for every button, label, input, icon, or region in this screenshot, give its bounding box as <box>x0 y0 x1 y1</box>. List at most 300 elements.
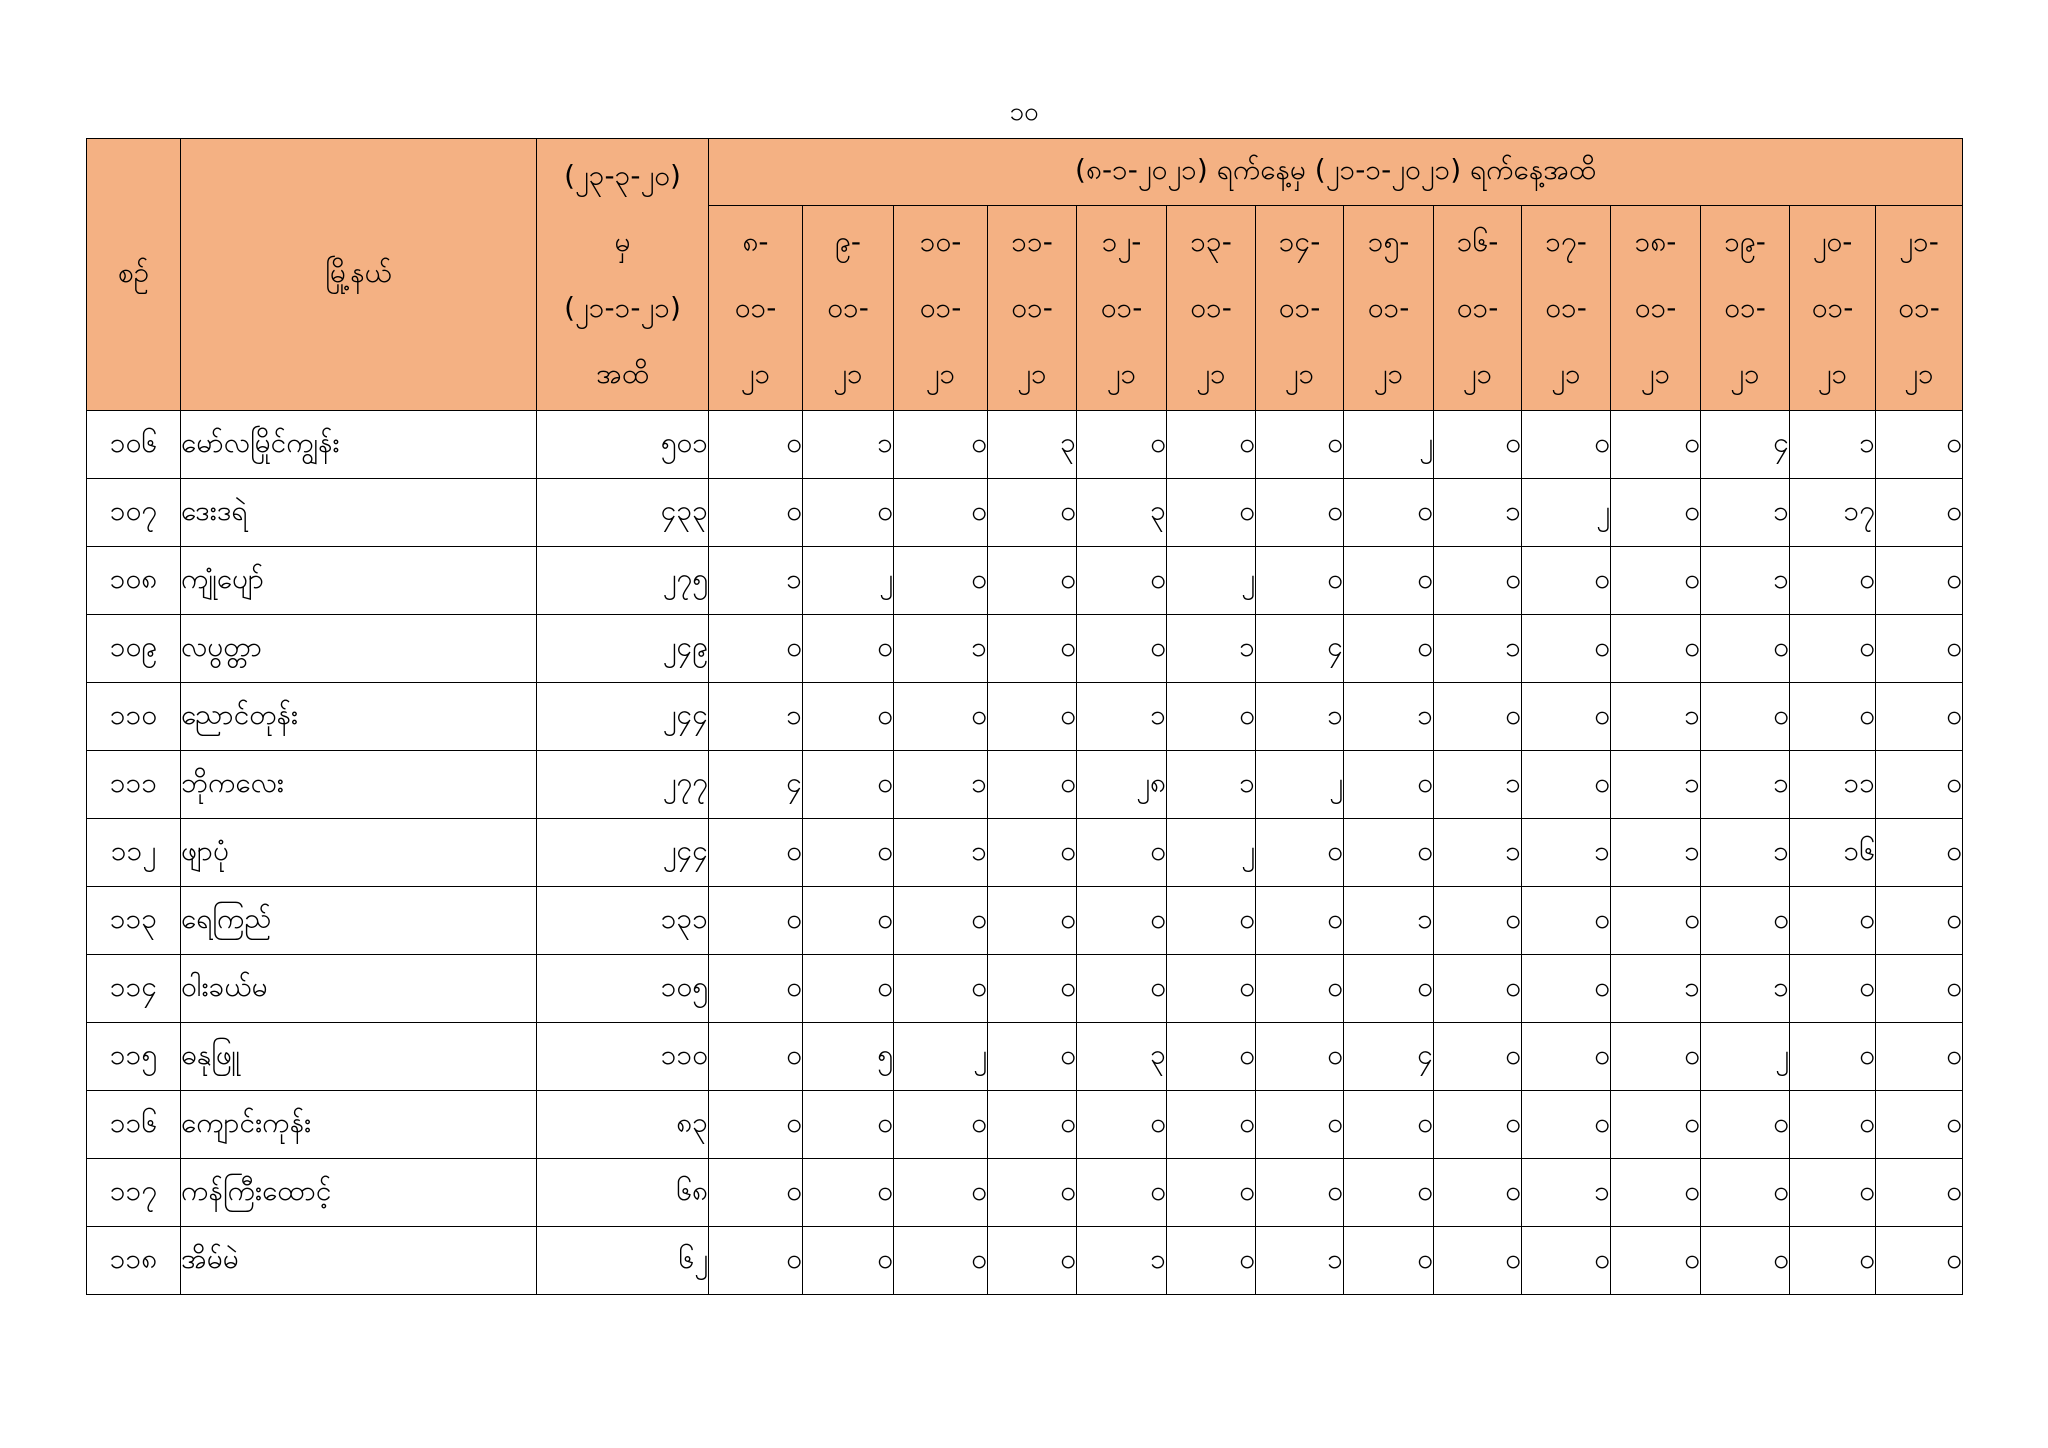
cumulative-total: ၄၃၃ <box>537 479 709 547</box>
header-date <box>1522 206 1611 411</box>
daily-count: ၁ <box>1701 479 1790 547</box>
daily-count: ၀ <box>1611 1227 1701 1295</box>
header-date-line: ၂၁ <box>1462 357 1493 390</box>
cumulative-total: ၆၂ <box>537 1227 709 1295</box>
header-cumulative-line: မှ <box>614 224 631 258</box>
daily-count: ၀ <box>1256 1159 1344 1227</box>
page-number: ၁၀ <box>1009 97 1039 127</box>
table-row <box>87 615 1963 683</box>
daily-count: ၀ <box>1256 1023 1344 1091</box>
daily-count: ၀ <box>1167 411 1256 479</box>
table-row <box>87 683 1963 751</box>
header-date-line: ၀၁- <box>1811 291 1854 324</box>
daily-count: ၀ <box>1790 1227 1876 1295</box>
cumulative-total: ၁၁၀ <box>537 1023 709 1091</box>
daily-count: ၃ <box>1077 479 1167 547</box>
header-date-line: ၁၂- <box>1101 225 1142 258</box>
header-cumulative-line: (၂၃-၃-၂၀) <box>564 158 681 192</box>
header-date-line: ၁၇- <box>1545 225 1587 258</box>
daily-count: ၀ <box>1167 1159 1256 1227</box>
daily-count: ၁ <box>1701 955 1790 1023</box>
daily-count: ၀ <box>803 1091 894 1159</box>
daily-count: ၀ <box>988 819 1077 887</box>
header-date-line: ၂၁ <box>1373 357 1404 390</box>
daily-count: ၀ <box>1434 1159 1522 1227</box>
cumulative-total: ၂၄၄ <box>537 819 709 887</box>
header-date-line: ၀၁- <box>827 291 869 324</box>
township-name: အိမ်မဲ <box>181 1227 537 1295</box>
header-date-line: ၁၄- <box>1278 225 1321 258</box>
township-name: ဖျာပုံ <box>181 819 537 887</box>
daily-count: ၀ <box>1167 1091 1256 1159</box>
daily-count: ၀ <box>1701 1091 1790 1159</box>
row-number: ၁၁၇ <box>87 1159 181 1227</box>
daily-count: ၀ <box>803 683 894 751</box>
daily-count: ၀ <box>1344 615 1434 683</box>
daily-count: ၀ <box>1876 411 1963 479</box>
daily-count: ၀ <box>1344 751 1434 819</box>
daily-count: ၀ <box>1522 1227 1611 1295</box>
header-date-line: ၂၁ <box>833 357 863 390</box>
daily-count: ၀ <box>709 819 803 887</box>
header-date <box>803 206 894 411</box>
daily-count: ၀ <box>1876 1023 1963 1091</box>
daily-count: ၂၈ <box>1077 751 1167 819</box>
daily-count: ၂ <box>1701 1023 1790 1091</box>
daily-count: ၂ <box>1344 411 1434 479</box>
header-date-line: ၀၁- <box>1100 291 1143 324</box>
daily-count: ၀ <box>1344 1159 1434 1227</box>
daily-count: ၀ <box>1344 1227 1434 1295</box>
row-number: ၁၁၂ <box>87 819 181 887</box>
daily-count: ၄ <box>1344 1023 1434 1091</box>
table-row <box>87 1159 1963 1227</box>
header-row-top <box>87 139 1963 206</box>
daily-count: ၀ <box>1167 479 1256 547</box>
daily-count: ၀ <box>1876 479 1963 547</box>
header-date-line: ၀၁- <box>1724 291 1766 324</box>
daily-count: ၀ <box>709 1091 803 1159</box>
daily-count: ၀ <box>709 955 803 1023</box>
header-date-line: ၀၁- <box>734 291 777 324</box>
daily-count: ၀ <box>1611 1159 1701 1227</box>
township-name: ရေကြည် <box>181 887 537 955</box>
daily-count: ၀ <box>988 1023 1077 1091</box>
header-date-line: ၂၁ <box>1551 357 1581 390</box>
header-date <box>709 206 803 411</box>
header-date-line: ၀၁- <box>1634 291 1677 324</box>
daily-count: ၁ <box>1701 547 1790 615</box>
header-date-line: ၁၅- <box>1367 225 1410 258</box>
daily-count: ၁ <box>1522 819 1611 887</box>
daily-count: ၁ <box>1167 615 1256 683</box>
daily-count: ၁ <box>894 751 988 819</box>
daily-count: ၀ <box>894 479 988 547</box>
daily-count: ၄ <box>709 751 803 819</box>
table-row <box>87 1091 1963 1159</box>
daily-count: ၀ <box>1522 955 1611 1023</box>
daily-count: ၁ <box>1434 479 1522 547</box>
daily-count: ၂ <box>1522 479 1611 547</box>
daily-count: ၀ <box>709 1023 803 1091</box>
daily-count: ၀ <box>1522 1091 1611 1159</box>
row-number: ၁၁၁ <box>87 751 181 819</box>
daily-count: ၀ <box>1611 547 1701 615</box>
daily-count: ၀ <box>1077 887 1167 955</box>
row-number: ၁၁၈ <box>87 1227 181 1295</box>
daily-count: ၀ <box>1701 1159 1790 1227</box>
daily-count: ၀ <box>1434 955 1522 1023</box>
daily-count: ၀ <box>1077 1159 1167 1227</box>
daily-count: ၀ <box>894 955 988 1023</box>
daily-count: ၀ <box>1611 479 1701 547</box>
daily-count: ၀ <box>894 1227 988 1295</box>
daily-count: ၀ <box>1344 819 1434 887</box>
daily-count: ၁ <box>894 819 988 887</box>
daily-count: ၀ <box>1522 615 1611 683</box>
daily-count: ၀ <box>988 955 1077 1023</box>
header-cumulative-line: (၂၁-၁-၂၁) <box>564 290 681 324</box>
daily-count: ၀ <box>803 819 894 887</box>
daily-count: ၁ <box>1344 683 1434 751</box>
daily-count: ၀ <box>709 1159 803 1227</box>
daily-count: ၁ <box>1256 1227 1344 1295</box>
header-date <box>1790 206 1876 411</box>
daily-count: ၀ <box>1522 887 1611 955</box>
header-date-line: ၂၀- <box>1812 225 1853 258</box>
daily-count: ၀ <box>1790 887 1876 955</box>
table-header <box>87 139 1963 411</box>
header-date-line: ၀၁- <box>1278 291 1321 324</box>
header-date-line: ၀၁- <box>1367 291 1410 324</box>
daily-count: ၁ <box>1167 751 1256 819</box>
header-date <box>1077 206 1167 411</box>
daily-count: ၀ <box>1256 887 1344 955</box>
header-cumulative <box>537 139 709 411</box>
daily-count: ၁ <box>1611 955 1701 1023</box>
daily-count: ၀ <box>803 1159 894 1227</box>
cumulative-total: ၂၇၅ <box>537 547 709 615</box>
header-date-line: ၂၁ <box>1904 357 1934 390</box>
daily-count: ၀ <box>1790 1091 1876 1159</box>
daily-count: ၀ <box>1611 615 1701 683</box>
township-name: ဓနုဖြူ <box>181 1023 537 1091</box>
daily-count: ၀ <box>803 1227 894 1295</box>
daily-count: ၀ <box>1077 615 1167 683</box>
daily-count: ၀ <box>1256 1091 1344 1159</box>
header-date <box>1701 206 1790 411</box>
daily-count: ၀ <box>1701 887 1790 955</box>
header-date-line: ၁၃- <box>1190 225 1232 258</box>
daily-count: ၁ <box>1701 751 1790 819</box>
daily-count: ၀ <box>1077 547 1167 615</box>
table-row <box>87 751 1963 819</box>
row-number: ၁၀၉ <box>87 615 181 683</box>
daily-count: ၁ <box>894 615 988 683</box>
daily-count: ၀ <box>894 1159 988 1227</box>
table-row <box>87 479 1963 547</box>
header-date <box>1256 206 1344 411</box>
daily-count: ၀ <box>1434 1227 1522 1295</box>
row-number: ၁၀၇ <box>87 479 181 547</box>
table-row <box>87 955 1963 1023</box>
daily-count: ၀ <box>894 547 988 615</box>
daily-count: ၁ <box>1611 751 1701 819</box>
daily-count: ၅ <box>803 1023 894 1091</box>
daily-count: ၀ <box>1611 1023 1701 1091</box>
header-date-line: ၂၁ <box>1017 357 1047 390</box>
township-name: ကျုံပျော် <box>181 547 537 615</box>
daily-count: ၁ <box>1344 887 1434 955</box>
header-date-line: ၀၁- <box>919 291 962 324</box>
header-date-line: ၁၀- <box>919 225 962 258</box>
row-number: ၁၀၈ <box>87 547 181 615</box>
daily-count: ၀ <box>988 751 1077 819</box>
daily-count: ၀ <box>1790 955 1876 1023</box>
daily-count: ၀ <box>1876 751 1963 819</box>
daily-count: ၁ <box>1434 615 1522 683</box>
daily-count: ၀ <box>803 479 894 547</box>
daily-count: ၀ <box>1876 547 1963 615</box>
daily-count: ၀ <box>988 1091 1077 1159</box>
daily-count: ၀ <box>1434 683 1522 751</box>
daily-count: ၀ <box>1790 1023 1876 1091</box>
daily-count: ၂ <box>894 1023 988 1091</box>
daily-count: ၀ <box>894 1091 988 1159</box>
table-row <box>87 887 1963 955</box>
daily-count: ၁ <box>1611 683 1701 751</box>
daily-count: ၃ <box>988 411 1077 479</box>
township-name: ကျောင်းကုန်း <box>181 1091 537 1159</box>
header-date-line: ၂၁ <box>925 357 956 390</box>
township-name: လပွတ္တာ <box>181 615 537 683</box>
cumulative-total: ၁၃၁ <box>537 887 709 955</box>
daily-count: ၀ <box>988 1159 1077 1227</box>
header-date <box>894 206 988 411</box>
daily-count: ၀ <box>1876 683 1963 751</box>
daily-count: ၀ <box>1256 479 1344 547</box>
covid-township-table <box>86 138 1963 1295</box>
daily-count: ၀ <box>1790 1159 1876 1227</box>
daily-count: ၀ <box>1344 479 1434 547</box>
daily-count: ၀ <box>1077 411 1167 479</box>
header-date-line: ၀၁- <box>1545 291 1587 324</box>
daily-count: ၁ <box>1790 411 1876 479</box>
daily-count: ၀ <box>1077 819 1167 887</box>
daily-count: ၀ <box>894 411 988 479</box>
cumulative-total: ၆၈ <box>537 1159 709 1227</box>
daily-count: ၀ <box>988 1227 1077 1295</box>
daily-count: ၀ <box>1077 1091 1167 1159</box>
table-row <box>87 547 1963 615</box>
daily-count: ၀ <box>988 547 1077 615</box>
daily-count: ၀ <box>988 615 1077 683</box>
daily-count: ၁ <box>709 547 803 615</box>
daily-count: ၀ <box>1522 547 1611 615</box>
daily-count: ၀ <box>988 683 1077 751</box>
daily-count: ၀ <box>709 411 803 479</box>
daily-count: ၀ <box>1876 887 1963 955</box>
daily-count: ၁ <box>1434 751 1522 819</box>
daily-count: ၀ <box>1611 1091 1701 1159</box>
daily-count: ၀ <box>1344 547 1434 615</box>
daily-count: ၂ <box>1167 819 1256 887</box>
daily-count: ၁ <box>1077 683 1167 751</box>
daily-count: ၀ <box>803 615 894 683</box>
daily-count: ၀ <box>1167 1227 1256 1295</box>
cumulative-total: ၈၃ <box>537 1091 709 1159</box>
header-date-line: ၂၁ <box>1196 357 1226 390</box>
daily-count: ၀ <box>709 479 803 547</box>
header-date <box>1876 206 1963 411</box>
daily-count: ၀ <box>1876 955 1963 1023</box>
header-date-line: ၂၁ <box>1284 357 1315 390</box>
daily-count: ၂ <box>1167 547 1256 615</box>
daily-count: ၂ <box>1256 751 1344 819</box>
daily-count: ၄ <box>1701 411 1790 479</box>
daily-count: ၀ <box>1790 615 1876 683</box>
daily-count: ၀ <box>1876 819 1963 887</box>
daily-count: ၁ <box>1701 819 1790 887</box>
daily-count: ၁ <box>803 411 894 479</box>
daily-count: ၀ <box>1522 411 1611 479</box>
daily-count: ၀ <box>1167 1023 1256 1091</box>
daily-count: ၀ <box>1611 887 1701 955</box>
header-date-line: ၁၆- <box>1456 225 1499 258</box>
header-date-line: ၂၁ <box>1730 357 1760 390</box>
daily-count: ၀ <box>1701 1227 1790 1295</box>
daily-count: ၀ <box>1876 615 1963 683</box>
header-date <box>1434 206 1522 411</box>
daily-count: ၁၆ <box>1790 819 1876 887</box>
daily-count: ၀ <box>1077 955 1167 1023</box>
daily-count: ၁ <box>1077 1227 1167 1295</box>
daily-count: ၀ <box>894 683 988 751</box>
daily-count: ၀ <box>1167 887 1256 955</box>
table-row <box>87 1023 1963 1091</box>
township-name: ဝါးခယ်မ <box>181 955 537 1023</box>
daily-count: ၀ <box>1344 955 1434 1023</box>
daily-count: ၀ <box>1256 955 1344 1023</box>
row-number: ၁၁၀ <box>87 683 181 751</box>
daily-count: ၀ <box>1701 615 1790 683</box>
daily-count: ၀ <box>1522 751 1611 819</box>
header-date-line: ၂၁ <box>740 357 771 390</box>
header-township: မြို့နယ် <box>181 139 537 411</box>
cumulative-total: ၁၀၅ <box>537 955 709 1023</box>
daily-count: ၀ <box>1876 1159 1963 1227</box>
daily-count: ၀ <box>1434 547 1522 615</box>
daily-count: ၀ <box>1876 1091 1963 1159</box>
table-row <box>87 819 1963 887</box>
daily-count: ၀ <box>1790 547 1876 615</box>
cumulative-total: ၂၄၄ <box>537 683 709 751</box>
row-number: ၁၁၄ <box>87 955 181 1023</box>
daily-count: ၀ <box>1256 411 1344 479</box>
header-period: (၈-၁-၂၀၂၁) ရက်နေ့မှ (၂၁-၁-၂၀၂၁) ရက်နေ့အထိ <box>709 139 1963 206</box>
daily-count: ၀ <box>894 887 988 955</box>
header-date <box>1167 206 1256 411</box>
cumulative-total: ၅၀၁ <box>537 411 709 479</box>
daily-count: ၀ <box>709 887 803 955</box>
daily-count: ၀ <box>1344 1091 1434 1159</box>
row-number: ၁၁၅ <box>87 1023 181 1091</box>
header-date-line: ၉- <box>835 225 861 258</box>
table-row <box>87 1227 1963 1295</box>
township-name: ဒေးဒရဲ <box>181 479 537 547</box>
daily-count: ၀ <box>803 751 894 819</box>
daily-count: ၄ <box>1256 615 1344 683</box>
daily-count: ၀ <box>1434 1023 1522 1091</box>
daily-count: ၀ <box>709 1227 803 1295</box>
header-date-line: ၂၁ <box>1106 357 1137 390</box>
table-body <box>87 411 1963 1295</box>
header-date-line: ၀၁- <box>1898 291 1940 324</box>
daily-count: ၀ <box>1790 683 1876 751</box>
daily-count: ၀ <box>803 955 894 1023</box>
daily-count: ၀ <box>1167 683 1256 751</box>
cumulative-total: ၂၄၉ <box>537 615 709 683</box>
daily-count: ၀ <box>1256 547 1344 615</box>
daily-count: ၀ <box>1167 955 1256 1023</box>
daily-count: ၁ <box>1611 819 1701 887</box>
daily-count: ၀ <box>1434 1091 1522 1159</box>
township-name: ဘိုကလေး <box>181 751 537 819</box>
header-date-line: ၈- <box>742 225 769 258</box>
daily-count: ၀ <box>988 887 1077 955</box>
header-cumulative-line: အထိ <box>596 356 649 390</box>
township-name: ညောင်တုန်း <box>181 683 537 751</box>
header-date-line: ၂၁ <box>1640 357 1671 390</box>
daily-count: ၀ <box>1256 819 1344 887</box>
daily-count: ၀ <box>1434 887 1522 955</box>
header-date-line: ၂၁- <box>1899 225 1939 258</box>
header-date-line: ၁၈- <box>1634 225 1677 258</box>
header-date-line: ၀၁- <box>1456 291 1499 324</box>
daily-count: ၁ <box>1434 819 1522 887</box>
daily-count: ၀ <box>1611 411 1701 479</box>
daily-count: ၀ <box>709 615 803 683</box>
daily-count: ၀ <box>1522 1023 1611 1091</box>
header-date-line: ၁၁- <box>1011 225 1053 258</box>
row-number: ၁၁၆ <box>87 1091 181 1159</box>
daily-count: ၁ <box>709 683 803 751</box>
cumulative-total: ၂၇၇ <box>537 751 709 819</box>
township-name: ကန်ကြီးထောင့် <box>181 1159 537 1227</box>
daily-count: ၀ <box>1701 683 1790 751</box>
daily-count: ၂ <box>803 547 894 615</box>
daily-count: ၀ <box>803 887 894 955</box>
header-date <box>1611 206 1701 411</box>
header-date-line: ၂၁ <box>1817 357 1848 390</box>
table-row <box>87 411 1963 479</box>
row-number: ၁၁၃ <box>87 887 181 955</box>
header-date-line: ၀၁- <box>1190 291 1232 324</box>
header-date-line: ၀၁- <box>1011 291 1053 324</box>
daily-count: ၁၇ <box>1790 479 1876 547</box>
daily-count: ၃ <box>1077 1023 1167 1091</box>
header-no: စဉ် <box>87 139 181 411</box>
header-date <box>988 206 1077 411</box>
daily-count: ၁ <box>1256 683 1344 751</box>
daily-count: ၁၁ <box>1790 751 1876 819</box>
daily-count: ၀ <box>1876 1227 1963 1295</box>
header-date-line: ၁၉- <box>1724 225 1766 258</box>
daily-count: ၀ <box>1434 411 1522 479</box>
daily-count: ၁ <box>1522 1159 1611 1227</box>
header-date <box>1344 206 1434 411</box>
daily-count: ၀ <box>988 479 1077 547</box>
